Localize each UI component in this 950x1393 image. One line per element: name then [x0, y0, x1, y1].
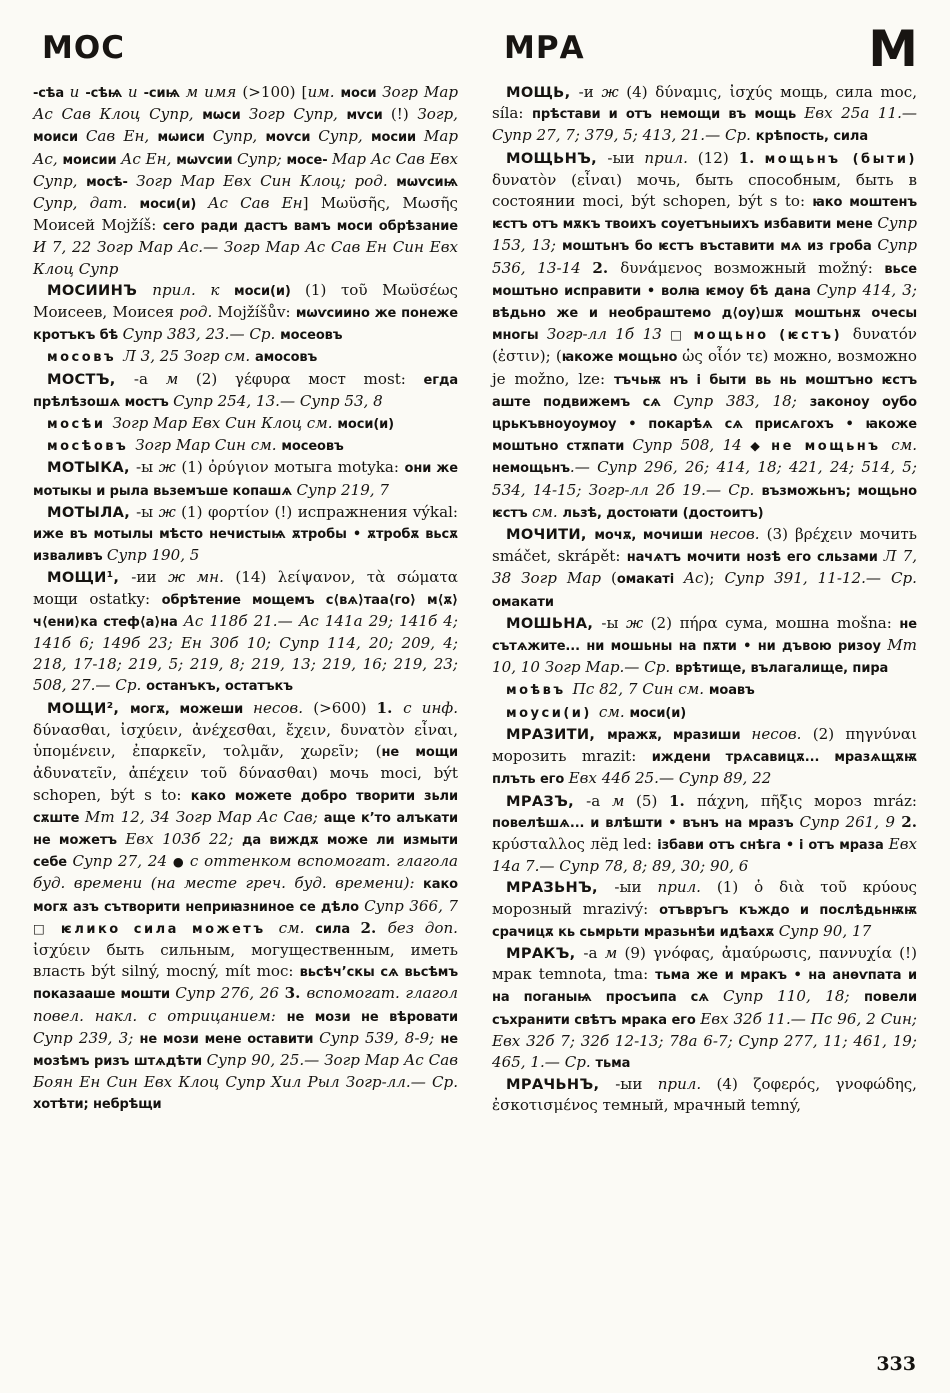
text-run-cs: не мози не вѣровати: [286, 1009, 458, 1025]
text-run-txt: ] Μωϋσῆς, Μωσῆς Моисей Mojžíš:: [33, 194, 458, 235]
text-run-txt: (!): [390, 105, 418, 124]
entry-motyla: [33, 502, 458, 568]
text-run-sym: □: [33, 920, 61, 936]
text-run-gram: Супр 391, 11-12.— Ср.: [724, 569, 917, 588]
text-run-gram: вспомогат. глагол повел. накл. с отрицанием:: [33, 984, 458, 1025]
text-run-gram: ж: [158, 458, 182, 477]
text-run-gram: Супр 90, 25.— Зогр Мар Ас Сав Боян Ен Син Евх Клоц Супр Хил Рыл Зогр-лл.— Ср.: [33, 1050, 458, 1092]
running-head: [0, 20, 950, 78]
text-run-cs: моси: [340, 86, 383, 101]
text-run-txt: (1) ὁ διὰ τοῦ κρύους морозный mrazivý:: [492, 878, 917, 918]
text-run-txt: -ы: [136, 502, 159, 521]
text-run-cs: мочѫ, мочиши: [594, 528, 710, 544]
text-run-cs-sp: мосѣи: [47, 417, 113, 433]
text-run-txt: );: [703, 569, 725, 588]
text-run-gram: Зогр,: [417, 105, 458, 124]
text-run-gram: см.: [278, 918, 316, 937]
right-column: [492, 82, 917, 1117]
text-run-cs: моси(и): [234, 283, 305, 299]
text-run-txt: κρύσταλλος лёд led:: [492, 834, 658, 853]
text-run-cs: -сиѩ: [143, 86, 186, 101]
text-run-cs: моиси: [33, 130, 86, 146]
text-run-hw: МРАЗИТИ,: [506, 725, 608, 743]
text-run-gram: несов.: [253, 698, 314, 717]
text-run-cs: аще к’то алъкати не можетъ: [33, 810, 459, 848]
text-run-txt: (9) γνόφας, ἀμαύρωσις, παννυχία (!) мрак temnota, tma:: [492, 943, 917, 984]
text-run-hw: МРАЗЪ,: [506, 792, 587, 810]
text-run-sym: ●: [172, 854, 190, 870]
text-run-cs: омакати: [492, 594, 554, 610]
entry-mrazu: [492, 791, 917, 878]
text-run-gram: несов.: [751, 724, 813, 743]
text-run-cs: моси(и): [337, 417, 395, 433]
text-run-hw: МОЩЬНЪ,: [506, 149, 608, 167]
text-run-num: 1.: [738, 148, 765, 167]
text-run-txt: (14) λείψανον, τὰ σώματα мощи ostatky:: [33, 568, 458, 608]
text-run-txt: -ии: [131, 568, 168, 587]
text-run-gram: и: [127, 83, 144, 101]
text-run-txt: (1) τοῦ Μωϋσέως Моисеев, Моисея: [33, 280, 458, 322]
text-run-gram: Супр 254, 13.— Супр 53, 8: [173, 391, 383, 410]
text-run-gram: ж: [158, 502, 182, 521]
text-run-gram: Ас: [683, 569, 704, 588]
text-run-cs-sp: мощьно (ѥстъ): [693, 328, 853, 344]
text-run-hw: МОЩИ²,: [47, 699, 131, 717]
text-run-gram: Мт 10, 10 Зогр Мар.— Ср.: [492, 636, 917, 677]
text-run-txt: -ы: [601, 613, 626, 632]
text-run-hw: МОТЫЛА,: [47, 503, 137, 521]
text-run-cs: повелѣшѧ... и влѣшти • вънъ на мразъ: [492, 815, 800, 831]
text-run-cs-sp: не мощьнъ: [771, 439, 892, 455]
text-run-cs: вѣдьно же и необраштемо д⟨оу⟩шѫ моштьнѫ очесы многы: [492, 306, 917, 344]
text-run-gram: Супр 539, 8-9;: [319, 1028, 441, 1047]
text-run-gram: прил.: [644, 148, 698, 167]
text-run-cs: да виждѫ може ли измыти себе: [33, 832, 458, 871]
text-run-cs: моѵси: [265, 130, 319, 146]
text-run-cs: ꙗкоже мощьно: [561, 350, 683, 366]
text-run-txt: -ы: [136, 458, 159, 477]
text-run-cs: мѡѵсиѩ: [396, 174, 458, 190]
text-run-cs-sp: мощьнъ (быти): [764, 151, 917, 167]
text-run-gram: Зогр Мар Евх Син Клоц см.: [112, 414, 338, 433]
text-run-cs: сила: [315, 921, 361, 937]
text-run-txt: -а: [133, 369, 166, 388]
text-run-cs: вьсѣч’скы сѧ вьсѣмъ показааше мошти: [33, 965, 458, 1003]
text-run-gram: ж: [601, 83, 627, 101]
text-run-gram: Л 3, 25 Зогр см.: [123, 347, 255, 366]
text-run-txt: (4) δύναμις, ἰσχύς мощь, сила moc, síla:: [492, 83, 917, 123]
entry-mosi-continuation: [33, 82, 458, 280]
crossref-moevu: [492, 679, 917, 701]
text-run-gram: м: [604, 943, 625, 962]
text-run-cs: моштьнъ бо ѥстъ въставити мѧ из гроба: [561, 239, 878, 255]
text-columns: [33, 82, 917, 1117]
text-run-txt: (5): [636, 791, 669, 810]
entry-motyka: [33, 457, 458, 501]
text-run-cs: обрѣтение мощемъ с⟨вѧ⟩таа⟨го⟩ м⟨ѫ⟩ч⟨ени⟩ка стеф⟨а⟩на: [33, 592, 458, 630]
text-run-gram: Супр 153, 13;: [492, 214, 917, 255]
text-run-sym: ◆: [750, 438, 772, 454]
text-run-gram: см.: [891, 436, 917, 455]
text-run-cs: моси(и): [629, 705, 687, 721]
text-run-txt: ἀδυνατεῖν, ἀπέχειν τοῦ δύνασθαι) мочь moci, být schopen, být s to:: [33, 764, 458, 804]
text-run-hw: МОСИИНЪ: [47, 281, 153, 299]
text-run-cs: не мощи: [381, 745, 458, 761]
text-run-txt: -ыи: [614, 878, 658, 897]
text-run-cs: не мози мене оставити: [139, 1031, 320, 1047]
text-run-txt: (: [610, 569, 617, 588]
text-run-gram: Супр 219, 7: [296, 480, 389, 499]
text-run-gram: И 7, 22 Зогр Мар Ас.— Зогр Мар Ас Сав Ен Син Евх Клоц Супр: [33, 238, 458, 278]
text-run-cs: како могѫ азъ сътворити неприꙗзниное се дѣло: [33, 877, 458, 915]
text-run-gram: Зогр-лл 1б 13: [546, 325, 671, 344]
text-run-cs: они же мотыкы и рыла вьземъше копашѧ: [33, 461, 458, 499]
text-run-hw: МОШЬНА,: [506, 614, 602, 632]
text-run-gram: Пс 82, 7 Син см.: [572, 680, 709, 699]
text-run-txt: πάχνη, πῆξις мороз mráz:: [696, 791, 917, 810]
text-run-cs: мосѣ-: [86, 174, 137, 190]
text-run-gram: Евх 25а 11.— Супр 27, 7; 379, 5; 413, 21.— Ср.: [492, 104, 917, 145]
text-run-gram: Супр 414, 3;: [816, 280, 917, 299]
text-run-cs: ізбави отъ снѣга • і отъ мраза: [657, 837, 889, 853]
text-run-gram: Ас Ен,: [120, 149, 177, 168]
text-run-gram: прил.: [657, 1075, 717, 1094]
section-letter: М: [868, 20, 918, 78]
left-column: [33, 82, 458, 1117]
text-run-gram: Евх 44б 25.— Супр 89, 22: [568, 769, 772, 788]
text-run-gram: Ас 118б 21.— Ас 141а 29; 141б 4; 141б 6; 149б 23; Ен 30б 10; Супр 114, 20; 209, 4; 218, 17-18; 219, 5; 219, 8; 219, 13; 219, 16; 219, 23; 508, 27.— Ср.: [33, 611, 458, 695]
text-run-txt: (1) ὀρύγιον мотыга motyka:: [181, 458, 405, 477]
text-run-txt: -ыи: [615, 1075, 658, 1094]
entry-moshchnu: [492, 148, 917, 524]
text-run-num: 2.: [592, 258, 621, 277]
text-run-cs-sp: мосѣовъ: [47, 439, 136, 455]
text-run-txt: δυνάμενος возможный možný:: [620, 258, 885, 277]
entry-mraznu: [492, 877, 917, 943]
text-run-cs: мѵси: [346, 108, 391, 124]
text-run-gram: без доп.: [387, 918, 458, 937]
text-run-gram: Мар Ас,: [33, 127, 458, 168]
entry-mraku: [492, 943, 917, 1074]
text-run-cs: мѡиси: [157, 130, 213, 146]
text-run-cs: тьма же и мракъ • на анѳѵпата и на поганыѩ просъипа сѧ: [492, 968, 918, 1006]
text-run-hw: МРАЗЬНЪ,: [506, 879, 615, 897]
text-run-gram: несов.: [709, 525, 767, 544]
text-run-gram: см.: [531, 502, 563, 521]
text-run-cs-sp: моуси(и): [506, 705, 599, 721]
text-run-gram: Супр 261, 9: [799, 812, 902, 831]
text-run-txt: (2) πήρα сума, мошна mošna:: [650, 613, 900, 632]
text-run-gram: Сав Ен,: [85, 127, 158, 146]
crossref-mosei: [33, 413, 458, 435]
text-run-cs: начѧтъ мочити нозѣ его сльзами: [626, 550, 884, 566]
text-run-cs: немощьнъ: [492, 461, 570, 477]
entry-mostu: [33, 369, 458, 413]
text-run-gram: Супр 383, 18;: [673, 391, 810, 410]
text-run-cs: останъкъ, остатъкъ: [146, 679, 293, 695]
text-run-cs: мражѫ, мразиши: [607, 727, 752, 743]
text-run-num: 2.: [360, 918, 388, 937]
text-run-gram: с инф.: [403, 698, 459, 717]
crossref-mousii: [492, 702, 917, 724]
crossref-mosovu: [33, 346, 458, 368]
text-run-cs: сего ради дастъ вамъ моси обрѣзание: [162, 219, 458, 235]
text-run-num: 3.: [284, 984, 307, 1003]
text-run-txt: δύνασθαι, ἰσχύειν, ἀνέχεσθαι, ἔχειν, δυνατὸν εἶναι, ὑπομένειν, ἐπαρκεῖν, τολμᾶν, χωρεῖν; (: [33, 720, 458, 761]
text-run-txt: Mojžíšův:: [217, 303, 296, 322]
text-run-gram: ж: [625, 613, 651, 632]
text-run-txt: (2) πηγνύναι морозить mrazit:: [492, 724, 917, 766]
text-run-cs: повели съхранити свѣтъ мрака его: [492, 990, 917, 1028]
text-run-cs: -сѣѩ: [85, 86, 128, 101]
text-run-cs: мѡѵсии: [176, 152, 237, 168]
text-run-gram: Евх 103б 22;: [125, 829, 242, 848]
text-run-cs: моси(и): [139, 197, 209, 213]
text-run-cs: мосии: [371, 130, 424, 146]
text-run-gram: род.: [179, 303, 218, 322]
text-run-gram: прил.: [657, 878, 717, 897]
text-run-num: 2.: [901, 812, 917, 831]
text-run-gram: Супр 239, 3;: [33, 1028, 140, 1047]
guide-word-right: МРА: [504, 30, 585, 66]
text-run-cs: амосовъ: [254, 350, 318, 366]
text-run-gram: Супр 190, 5: [106, 546, 200, 565]
text-run-cs: моисии: [62, 152, 121, 168]
text-run-gram: Супр 110, 18;: [723, 987, 864, 1006]
text-run-gram: Зогр Мар Син см.: [135, 436, 282, 455]
text-run-cs-sp: мосовъ: [47, 350, 124, 366]
text-run-txt: ὡς οἷόν τε) можно, возможно je možno, lze:: [492, 347, 917, 388]
text-run-gram: м имя: [185, 83, 243, 101]
text-run-gram: Зогр Мар Евх Син Клоц; род.: [136, 171, 397, 190]
text-run-gram: Л 7, 38 Зогр Мар: [492, 547, 917, 588]
text-run-gram: Супр,: [318, 127, 371, 146]
text-run-gram: Супр 276, 26: [175, 984, 285, 1003]
text-run-txt: δυνατόν (ἐστιν); (: [492, 325, 917, 366]
text-run-hw: МРАЧЬНЪ,: [506, 1076, 616, 1094]
text-run-cs: тъчьѭ нъ і быти вь нь моштъно ѥстъ аште подвижемъ сѧ: [492, 372, 917, 410]
entry-mosiinu: [33, 280, 458, 347]
text-run-hw: МОЧИТИ,: [506, 526, 595, 544]
text-run-gram: м: [165, 369, 196, 388]
text-run-gram: Супр 383, 23.— Ср.: [122, 325, 281, 344]
text-run-cs: хотѣти; небрѣщи: [33, 1097, 162, 1113]
text-run-hw: МОЩЬ,: [506, 84, 579, 101]
text-run-gram: ж мн.: [167, 568, 236, 587]
text-run-gram: м: [611, 791, 636, 810]
text-run-cs: врѣтище, вълагалище, пира: [675, 661, 889, 677]
text-run-cs: иже въ мотылы мѣсто нечистыѩ ѫтробы • ѫтробѫ вьсѫ изваливъ: [33, 527, 458, 565]
text-run-sym: □: [670, 327, 694, 343]
text-run-gram: Ас Сав Ен: [208, 194, 303, 213]
text-run-gram: Супр 366, 7: [364, 896, 459, 915]
text-run-cs: -сѣа: [33, 86, 70, 101]
text-run-gram: Супр 27, 24: [72, 852, 173, 871]
text-run-hw: МОТЫКА,: [47, 459, 136, 477]
text-run-gram: Супр, дат.: [33, 194, 140, 213]
text-run-cs: ꙗко моштенъ ѥстъ отъ мѫкъ твоихъ соуетъныихъ избавити мене: [492, 195, 918, 233]
text-run-txt: (2) γέφυρα мост most:: [195, 369, 424, 388]
text-run-txt: -а: [586, 791, 612, 810]
text-run-cs-sp: моѣвъ: [506, 683, 573, 699]
entry-moshna: [492, 613, 917, 680]
text-run-gram: Супр 90, 17: [778, 921, 872, 940]
text-run-cs: законоу оубо црькъвноуоумоу • покарѣѧ сѧ присѧгохъ • ꙗкоже моштьно стѫпати: [492, 394, 917, 455]
text-run-cs: иждени трѧсавицѫ... мразѧщѫѭ плъть его: [492, 750, 917, 788]
text-run-gram: см.: [598, 702, 630, 721]
text-run-txt: (4) ζοφερός, γνοφώδης, ἐσκοτισμένος темный, мрачный temný,: [492, 1075, 917, 1115]
text-run-cs: възможьнъ; мощьно ѥстъ: [492, 483, 917, 521]
text-run-cs: мосеовъ: [281, 439, 344, 455]
text-run-cs: моавъ: [708, 683, 755, 699]
entry-moshchi-2: [33, 698, 458, 1116]
text-run-gram: Зогр Мар Ас Сав Клоц Супр,: [33, 83, 458, 124]
text-run-cs: вьсе моштьно исправити • волꙗ ѥмоу бѣ дана: [492, 261, 917, 299]
entry-mrachnu: [492, 1074, 917, 1116]
text-run-cs: како можете добро творити зьли сѫште: [33, 788, 458, 826]
page-number: 333: [876, 1353, 916, 1375]
text-run-txt: (>600): [313, 698, 377, 717]
guide-word-left: МОС: [42, 30, 125, 66]
text-run-txt: (>100) [: [242, 83, 308, 101]
text-run-gram: .— Супр 296, 26; 414, 18; 421, 24; 514, 5; 534, 14-15; Зогр-лл 2б 19.— Ср.: [492, 458, 917, 499]
entry-mochiti: [492, 524, 917, 613]
text-run-cs: не мозѣмъ ризъ штѧдѣти: [33, 1031, 458, 1069]
text-run-gram: Супр;: [236, 149, 287, 168]
text-run-gram: прил. к: [152, 280, 235, 299]
text-run-gram: Мар Ас Сав Евх Супр,: [33, 149, 459, 190]
entry-moshchi-1: [33, 567, 458, 697]
text-run-txt: -а: [583, 943, 605, 962]
text-run-cs: егда прѣлѣзошѧ мостъ: [33, 372, 459, 410]
text-run-gram: Евх 32б 11.— Пс 96, 2 Син; Евх 32б 7; 32б 12-13; 78а 6-7; Супр 277, 11; 461, 19; 465, 1.— Ср.: [492, 1009, 917, 1071]
text-run-gram: им.: [307, 83, 341, 101]
text-run-txt: δυνατὸν (εἶναι) мочь, быть способным, быть в состоянии moci, být schopen, být s to:: [492, 170, 917, 211]
text-run-cs: прѣстави и отъ немощи въ мощь: [532, 107, 805, 123]
text-run-gram: Супр 536, 13-14: [492, 236, 918, 277]
entry-moshch: [492, 82, 917, 148]
text-run-cs: мосеовъ: [280, 328, 343, 344]
text-run-cs: омакаті: [616, 572, 684, 588]
text-run-cs: крѣпость, сила: [755, 129, 869, 145]
text-run-cs: льзѣ, достоꙗти (достоитъ): [562, 505, 764, 521]
crossref-moseovu: [33, 435, 458, 457]
text-run-gram: и: [69, 83, 86, 101]
text-run-cs-sp: ѥлико сила можетъ: [60, 921, 279, 937]
text-run-hw: МРАКЪ,: [506, 944, 584, 962]
text-run-num: 1.: [669, 791, 697, 810]
text-run-txt: ἰσχύειν быть сильным, могущественным, иметь власть být silný, mocný, mít moc:: [33, 940, 458, 981]
text-run-num: 1.: [376, 698, 404, 717]
text-run-cs: могѫ, можеши: [130, 701, 254, 717]
text-run-cs: тьма: [595, 1055, 631, 1071]
text-run-txt: (3) βρέχειν мочить smáčet, skrápět:: [492, 525, 918, 566]
text-run-gram: Супр,: [212, 127, 266, 146]
text-run-gram: Зогр Супр,: [248, 105, 347, 124]
text-run-cs: мосе-: [286, 152, 332, 168]
text-run-txt: -ыи: [607, 148, 645, 167]
text-run-gram: с оттенком вспомогат. глагола буд. времени (на месте греч. буд. времени):: [33, 852, 458, 893]
text-run-txt: (1) φορτίον (!) испражнения výkal:: [181, 502, 458, 521]
text-run-gram: Мт 12, 34 Зогр Мар Ас Сав;: [84, 807, 324, 826]
entry-mraziti: [492, 724, 917, 791]
text-run-txt: -и: [578, 83, 602, 101]
text-run-gram: Евх 14а 7.— Супр 78, 8; 89, 30; 90, 6: [492, 834, 917, 876]
text-run-hw: МОЩИ¹,: [47, 569, 132, 587]
text-run-hw: МОСТЪ,: [47, 370, 134, 388]
text-run-cs: мѡси: [202, 108, 249, 124]
text-run-gram: Супр 508, 14: [632, 436, 751, 455]
text-run-cs: отъвръгъ къждо и послѣдьнѭѭ срачицѫ кь сьмрьти мразьнѣи идѣахѫ: [492, 902, 917, 940]
text-run-cs: не сътѧжите... ни мошьны на пѫти • ни дъвою ризоу: [492, 616, 918, 655]
text-run-cs: мѡѵсиино же понеже кротъкъ бѣ: [33, 306, 458, 344]
text-run-txt: (12): [697, 148, 739, 167]
